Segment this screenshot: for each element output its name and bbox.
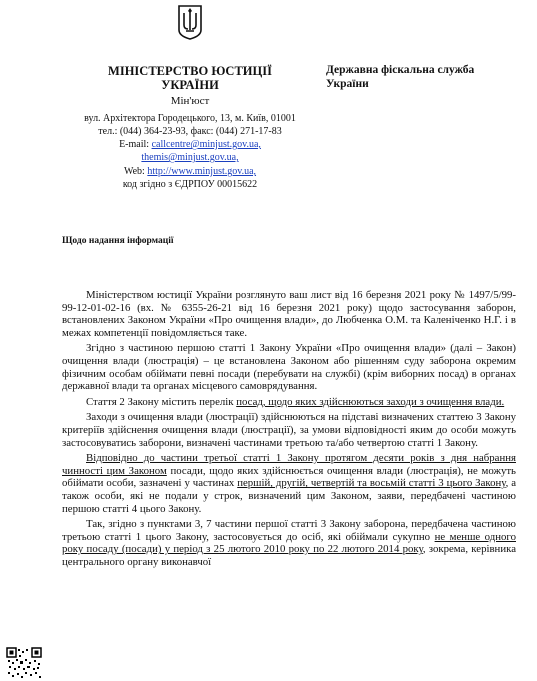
paragraph-3-text: Стаття 2 Закону містить перелік [86,395,237,408]
paragraph-3-underlined: посад, щодо яких здійснюються заходи з очищення влади. [236,395,505,408]
paragraph-6-text-2: , зокрема, керівника центрального органу виконавчої [62,543,516,568]
qr-code-icon [6,647,42,681]
ministry-address: вул. Архітектора Городецького, 13, м. Київ, 01001 [84,113,296,124]
paragraph-1: Міністерством юстиції України розглянуто ваш лист від 16 березня 2021 року № 1497/5/99-99-12-01-02-16 (вх. № 6355-26-21 від 16 березня 2021 року) щодо застосування заборон, встановлених Законом України «Про очищення влади», до Любченка О.М. та Каленіченко Н.Г. і в межах компетенції повідомляється таке. [62,289,516,339]
ministry-name: МІНІСТЕРСТВО ЮСТИЦІЇ [108,64,272,78]
web-label: Web: [123,166,148,177]
web-link[interactable]: http://www.minjust.gov.ua, [147,166,257,177]
edrpou-code: код згідно з ЄДРПОУ 00015622 [122,179,258,190]
ministry-short-name: Мін'юст [170,95,210,107]
recipient-line-2: України [326,78,369,90]
paragraph-5-underlined-1: Відповідно до частини третьої статті 1 Закону протягом десяти років з дня набрання чинності цим Законом [62,452,516,477]
paragraph-6-underlined: не менше одного року посаду (посади) у період з 25 лютого 2010 року по 22 лютого 2014 року [62,530,516,556]
paragraph-5-text-2: , а також особи, які не подали у строк, визначений цим Законом, заяви, передбачені частиною першою статті 4 цього Закону. [62,477,516,515]
letter-subject: Щодо надання інформації [62,236,174,246]
email-link-callcentre[interactable]: callcentre@minjust.gov.ua, [151,139,261,150]
recipient [326,63,474,91]
ministry-name-country: УКРАЇНИ [161,78,219,92]
email-line [40,139,340,151]
paragraph-6-text-1: Так, згідно з пунктами 3, 7 частини першої статті 3 Закону заборона, передбачена частиною третьою статті 1 цього Закону, застосовується до осіб, які обіймали сукупно [62,518,516,543]
paragraph-5-text-1: посади, щодо яких здійснюється очищення влади (люстрація), не можуть обіймати особи, зазначені у частинах [62,464,516,490]
paragraph-5-underlined-2: першій, другій, четвертій та восьмій статті 3 цього Закону [237,477,506,490]
letter-body [62,289,516,571]
paragraph-2: Згідно з частиною першою статті 1 Закону України «Про очищення влади» (далі – Закон) очищення влади (люстрація) – це встановлена Законом або рішенням суду заборона окремим фізичним особам обіймати певні посади (перебувати на службі) (крім виборних посад) в органах державної влади та органах місцевого самоврядування. [62,342,516,393]
recipient-line-1: Державна фіскальна служба [326,64,475,76]
paragraph-5 [62,452,516,515]
ministry-phone: тел.: (044) 364-23-93, факс: (044) 271-17-83 [98,126,282,137]
paragraph-6 [62,518,516,568]
paragraph-3 [62,396,516,409]
paragraph-4: Заходи з очищення влади (люстрації) здійснюються на підставі визначених статтею 3 Закону критеріїв здійснення очищення влади (люстрації), за умови відповідності яким до особи можуть застосовуватись заборони, визначені частинами третьою та/або четвертою статті 1 Закону. [62,411,516,449]
coat-of-arms-icon [177,4,203,40]
email-label: E-mail: [119,139,152,150]
email-line-2 [40,152,340,164]
web-line [40,166,340,178]
email-link-themis[interactable]: themis@minjust.gov.ua, [141,152,239,163]
